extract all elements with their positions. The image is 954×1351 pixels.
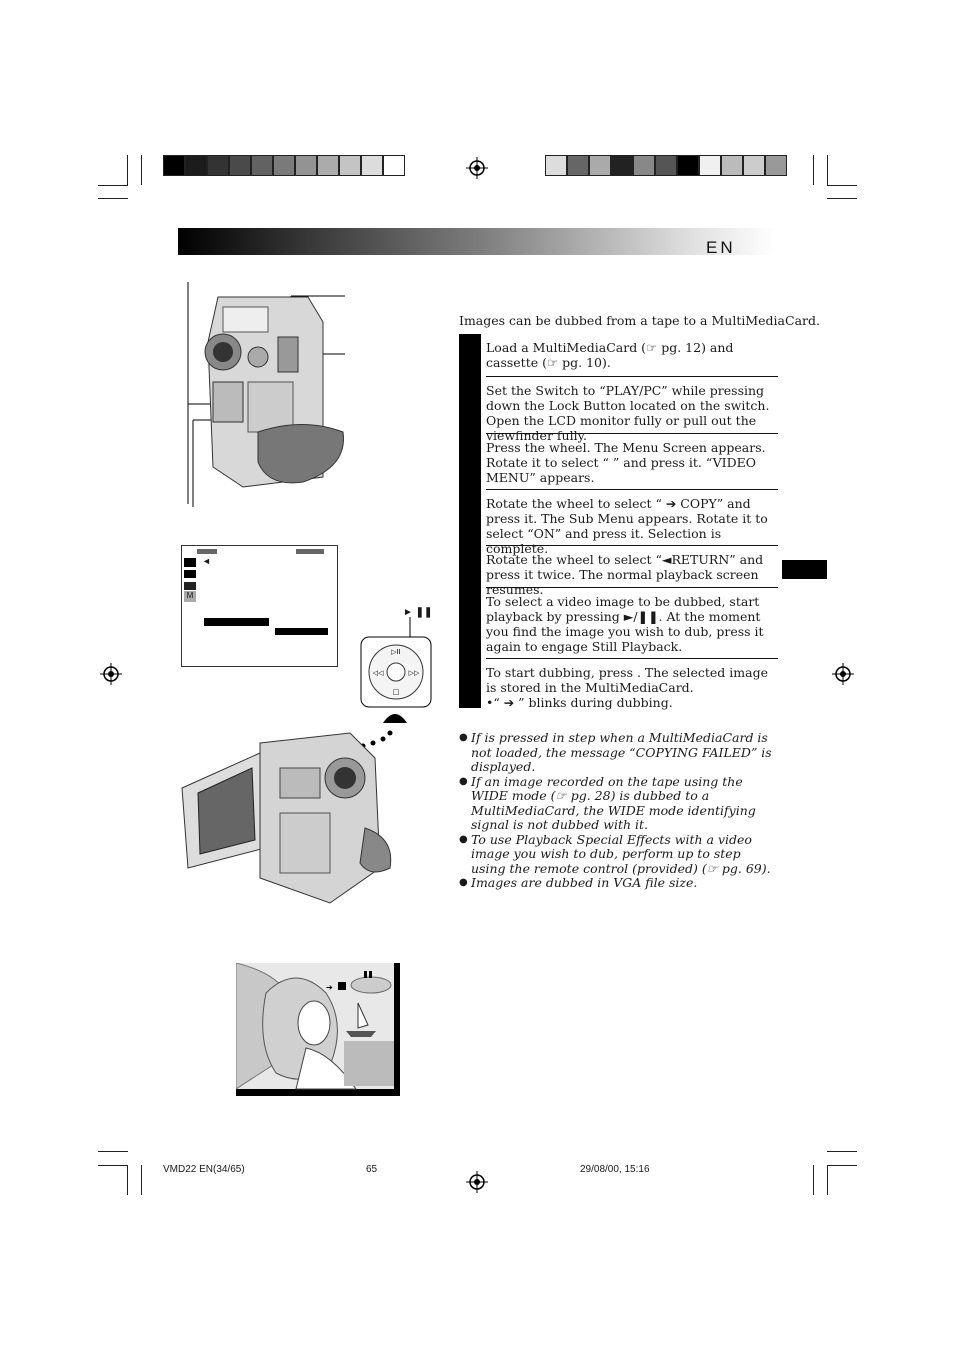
camcorder-lcd-open-illustration [180,728,400,908]
play-pause-label: ► ❚❚ [403,607,433,618]
header-gradient-bar [178,228,774,255]
registration-mark-icon [832,663,854,685]
footer-date: 29/08/00, 15:16 [580,1164,650,1175]
note-item: ● To use Playback Special Effects with a video image you wish to dub, perform up to step using the remote control (provided) (☞ pg. 69). [459,833,777,877]
crop-mark [827,185,857,186]
svg-text:□: □ [392,688,400,696]
registration-mark-icon [466,157,488,179]
crop-mark [827,1151,857,1152]
step-list [486,334,778,708]
registration-mark-icon [466,1171,488,1193]
step-item: Rotate the wheel to select “◄RETURN” and press it twice. The normal playback screen resumes. [486,546,778,588]
control-dial-illustration [360,617,432,709]
dubbed-image-illustration [236,963,400,1096]
crop-mark [98,1165,128,1166]
language-label: EN [706,238,736,257]
note-item: ● If an image recorded on the tape using the WIDE mode (☞ pg. 28) is dubbed to a MultiMediaCard, the WIDE mode identifying signal is not dubbed with it. [459,775,777,833]
step-item: Load a MultiMediaCard (☞ pg. 12) and cassette (☞ pg. 10). [486,334,778,377]
step-item: Set the Switch to “PLAY/PC” while pressing down the Lock Button located on the switch. Open the LCD monitor fully or pull out the viewfinder fully. [486,377,778,434]
footer-file: VMD22 EN(34/65) [163,1164,245,1175]
memory-card-label: M [184,591,196,602]
step-item: Rotate the wheel to select “ ➔ COPY” and press it. The Sub Menu appears. Rotate it to select “ON” and press it. Selection is complete. [486,490,778,546]
svg-text:▷II: ▷II [391,648,401,656]
crop-mark [98,185,128,186]
svg-text:◁◁: ◁◁ [372,669,384,677]
svg-text:➔: ➔ [326,983,333,992]
crop-mark [827,1165,857,1166]
svg-text:▷▷: ▷▷ [408,669,420,677]
step-item: To start dubbing, press . The selected image is stored in the MultiMediaCard. •“ ➔ ” blinks during dubbing. [486,665,768,710]
note-item: ● Images are dubbed in VGA file size. [459,876,777,891]
step-number-column [459,334,481,708]
menu-screen-illustration [181,545,338,667]
crop-mark [127,155,128,185]
crop-mark [827,155,828,185]
crop-mark [827,1165,828,1195]
registration-mark-icon [100,663,122,685]
step-item: To select a video image to be dubbed, start playback by pressing ►/❚❚. At the moment you find the image you wish to dub, press it again to engage Still Playback. [486,588,778,659]
step-item: Press the wheel. The Menu Screen appears. Rotate it to select “ ” and press it. “VIDEO MENU” appears. [486,434,778,490]
crop-mark [127,1165,128,1195]
section-tab [782,560,827,579]
return-arrow-label: ◄ [202,556,211,566]
crop-mark [98,198,128,199]
crop-mark [141,155,142,185]
notes-list [459,731,777,891]
grayscale-swatches-left [163,155,405,176]
crop-mark [813,1165,814,1195]
footer-page: 65 [366,1164,378,1175]
grayscale-swatches-right [545,155,787,176]
crop-mark [141,1165,142,1195]
crop-mark [98,1151,128,1152]
camcorder-illustration [183,282,353,507]
intro-text: Images can be dubbed from a tape to a MultiMediaCard. [459,313,820,328]
crop-mark [827,198,857,199]
note-item: ● If is pressed in step when a MultiMediaCard is not loaded, the message “COPYING FAILED” is displayed. [459,731,777,775]
crop-mark [813,155,814,185]
